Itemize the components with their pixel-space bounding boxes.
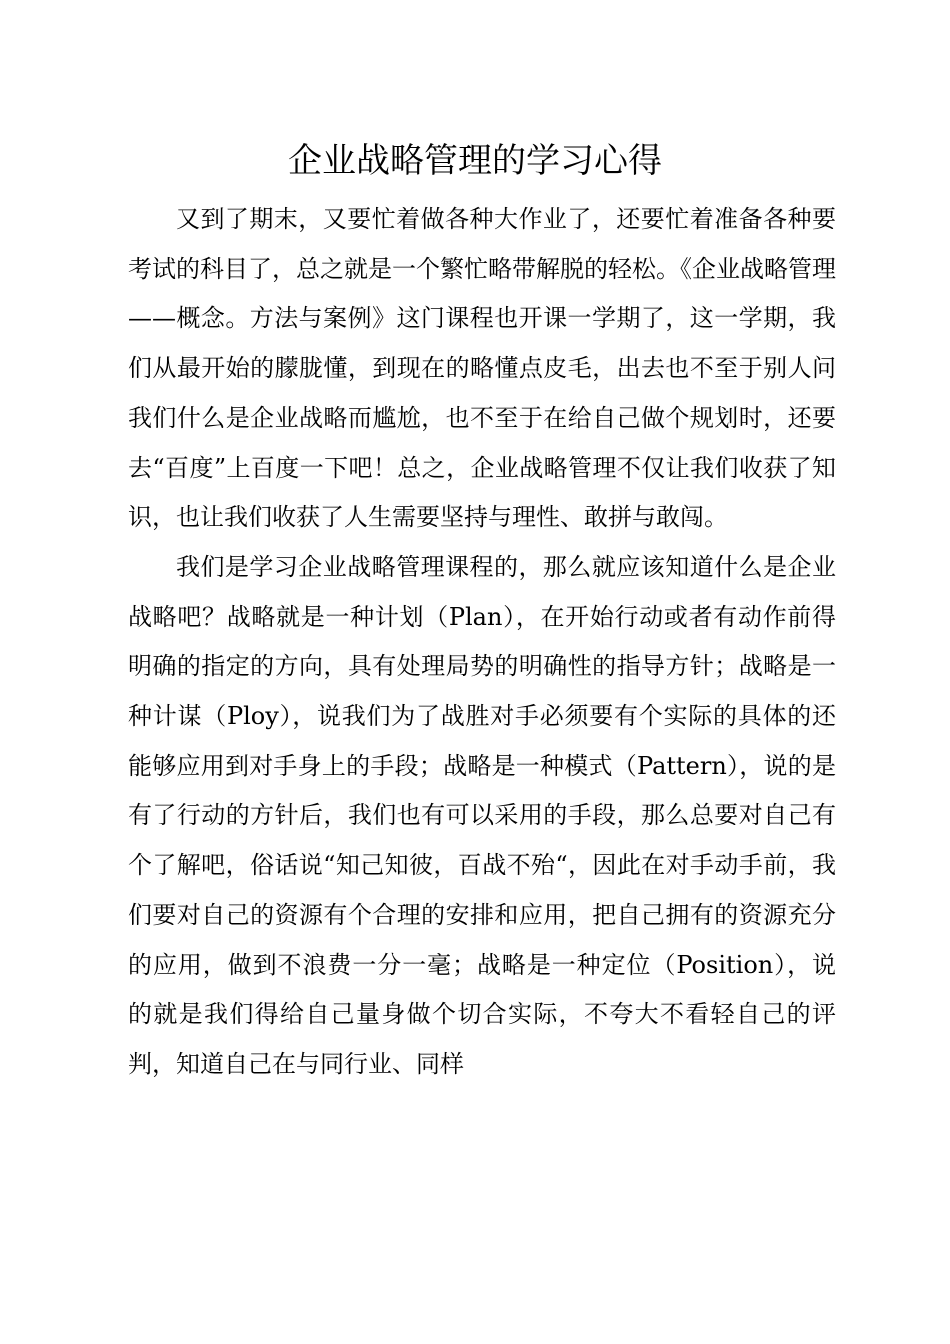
document-body [128, 195, 836, 1090]
document-title: 企业战略管理的学习心得 [288, 141, 662, 181]
paragraph: 我们是学习企业战略管理课程的，那么就应该知道什么是企业战略吧？战略就是一种计划（Plan），在开始行动或者有动作前得明确的指定的方向，具有处理局势的明确性的指导方针；战略是一种计谋（Ploy），说我们为了战胜对手必须要有个实际的具体的还能够应用到对手身上的手段；战略是一种模式（Pattern），说的是有了行动的方针后，我们也有可以采用的手段，那么总要对自己有个了解吧，俗话说“知己知彼，百战不殆“，因此在对手动手前，我们要对自己的资源有个合理的安排和应用，把自己拥有的资源充分的应用，做到不浪费一分一毫；战略是一种定位（Position），说的就是我们得给自己量身做个切合实际，不夸大不看轻自己的评判，知道自己在与同行业、同样 [128, 552, 836, 1078]
paragraph: 又到了期末，又要忙着做各种大作业了，还要忙着准备各种要考试的科目了，总之就是一个繁忙略带解脱的轻松。《企业战略管理——概念。方法与案例》这门课程也开课一学期了，这一学期，我们从最开始的朦胧懂，到现在的略懂点皮毛，出去也不至于别人问我们什么是企业战略而尴尬，也不至于在给自己做个规划时，还要去“百度”上百度一下吧！总之，企业战略管理不仅让我们收获了知识，也让我们收获了人生需要坚持与理性、敢拼与敢闯。 [128, 205, 836, 532]
